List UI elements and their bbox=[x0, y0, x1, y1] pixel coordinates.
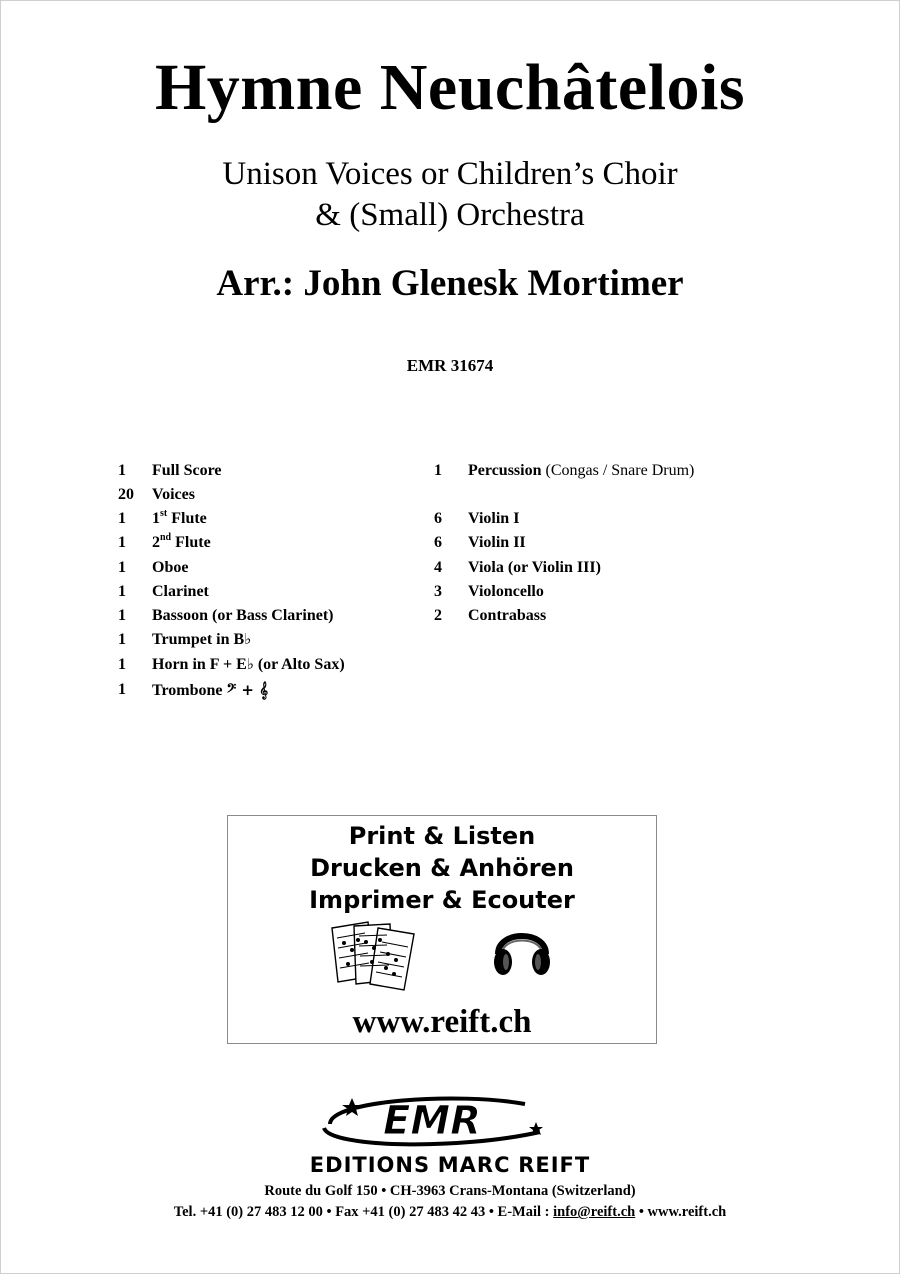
instrument-name: Trombone bbox=[152, 682, 223, 699]
instrument-name: Flute bbox=[175, 534, 211, 551]
instrument-qty: 6 bbox=[434, 534, 442, 551]
print-listen-box[interactable] bbox=[227, 815, 657, 1044]
instrument-name: Violin II bbox=[468, 534, 526, 551]
instrument-ordinal-suffix: st bbox=[160, 507, 168, 519]
flat-sign: ♭ bbox=[244, 632, 252, 648]
logo-text: EMR bbox=[383, 1098, 481, 1144]
instrument-name: Bassoon (or Bass Clarinet) bbox=[152, 607, 334, 624]
publisher-name bbox=[0, 1152, 900, 1178]
instrument-name-wrap bbox=[152, 533, 211, 553]
instrument-qty: 1 bbox=[434, 462, 442, 479]
instrument-note: (Congas / Snare Drum) bbox=[545, 462, 695, 479]
instrument-name: Percussion bbox=[468, 462, 542, 479]
publisher-contact bbox=[0, 1202, 900, 1222]
flat-sign: ♭ bbox=[246, 657, 254, 673]
instrument-qty: 3 bbox=[434, 583, 442, 600]
publisher-part-1: EDITIONS bbox=[309, 1153, 431, 1177]
publisher-part-2: MARC bbox=[437, 1153, 511, 1177]
instrument-name-wrap bbox=[152, 630, 251, 650]
instrument-qty: 2 bbox=[434, 607, 442, 624]
sheet-music-icon bbox=[328, 918, 422, 994]
contact-suffix[interactable]: • www.reift.ch bbox=[638, 1204, 727, 1220]
instrument-name: Voices bbox=[152, 486, 195, 503]
catalog-number: EMR 31674 bbox=[406, 356, 494, 375]
email-link[interactable]: info@reift.ch bbox=[553, 1204, 636, 1220]
promo-line-2: Drucken & Anhören bbox=[310, 854, 574, 882]
instrument-suffix: (or Alto Sax) bbox=[257, 656, 345, 673]
promo-line-3: Imprimer & Ecouter bbox=[309, 886, 575, 914]
instrument-ordinal-suffix: nd bbox=[160, 531, 172, 543]
page-title: Hymne Neuchâtelois bbox=[154, 51, 746, 124]
promo-line-1: Print & Listen bbox=[348, 822, 536, 850]
instrument-ordinal: 2 bbox=[152, 534, 160, 551]
instrument-name: Horn in F + E bbox=[152, 656, 247, 673]
instrument-qty: 20 bbox=[118, 486, 134, 503]
publisher-part-3: REIFT bbox=[518, 1153, 591, 1177]
instrument-qty: 1 bbox=[118, 534, 126, 551]
subtitle-line-1: Unison Voices or Children’s Choir bbox=[222, 156, 678, 192]
arranger: Arr.: John Glenesk Mortimer bbox=[216, 263, 684, 304]
website-link[interactable]: www.reift.ch bbox=[352, 1004, 532, 1040]
instrument-qty: 1 bbox=[118, 462, 126, 479]
instrument-qty: 4 bbox=[434, 559, 442, 576]
clef-signs: 𝄢 + 𝄞 bbox=[226, 681, 269, 699]
instrument-qty: 1 bbox=[118, 607, 126, 624]
instrument-name-wrap bbox=[152, 680, 268, 701]
emr-logo bbox=[310, 1090, 560, 1150]
contact-prefix: Tel. +41 (0) 27 483 12 00 • Fax +41 (0) 27 483 42 43 • E-Mail : bbox=[173, 1204, 550, 1220]
instrument-qty: 6 bbox=[434, 510, 442, 527]
instrument-name: Flute bbox=[171, 510, 207, 527]
instrument-qty: 1 bbox=[118, 583, 126, 600]
instrument-ordinal: 1 bbox=[152, 510, 160, 527]
instrument-qty: 1 bbox=[118, 656, 126, 673]
publisher-address: Route du Golf 150 • CH-3963 Crans-Montana (Switzerland) bbox=[264, 1183, 636, 1199]
instrument-name: Violin I bbox=[468, 510, 520, 527]
instrument-qty: 1 bbox=[118, 559, 126, 576]
instrument-name-wrap bbox=[152, 655, 345, 675]
instrument-qty: 1 bbox=[118, 631, 126, 648]
instrument-name: Clarinet bbox=[152, 583, 209, 600]
subtitle-line-2: & (Small) Orchestra bbox=[315, 197, 585, 233]
instrument-qty: 1 bbox=[118, 681, 126, 698]
instrument-qty: 1 bbox=[118, 510, 126, 527]
instrument-name: Violoncello bbox=[468, 583, 544, 600]
instrument-name: Oboe bbox=[152, 559, 189, 576]
instrument-name: Viola (or Violin III) bbox=[468, 559, 601, 576]
instrument-name: Full Score bbox=[152, 462, 222, 479]
instrument-name-wrap bbox=[152, 509, 207, 529]
instrument-name: Trumpet in B bbox=[152, 631, 245, 648]
headphones-icon bbox=[490, 916, 554, 980]
instrument-name: Contrabass bbox=[468, 607, 547, 624]
instrument-name-wrap bbox=[468, 461, 694, 481]
